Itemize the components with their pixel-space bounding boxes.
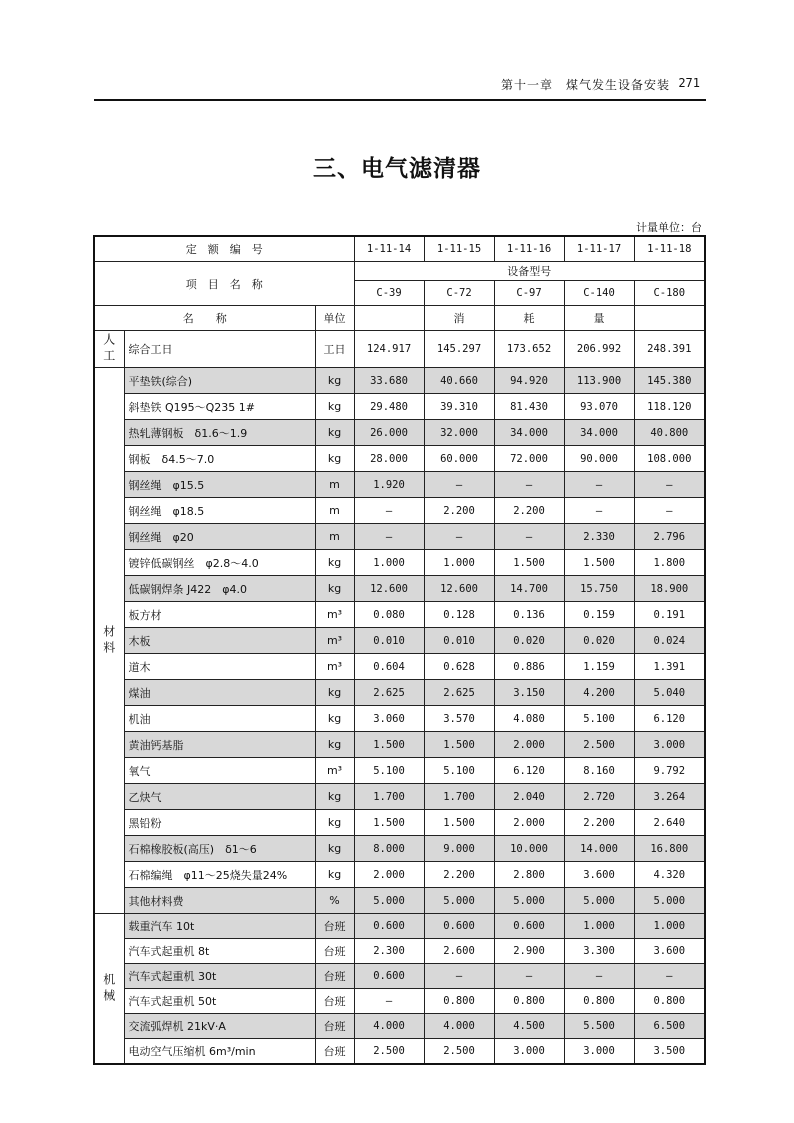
item-unit: 工日 (315, 331, 354, 368)
materials-row (94, 628, 705, 654)
item-value: — (354, 989, 424, 1014)
item-value: 6.120 (494, 758, 564, 784)
item-unit: kg (315, 368, 354, 394)
item-value: 1.000 (564, 914, 634, 939)
item-value: 0.800 (564, 989, 634, 1014)
materials-row (94, 810, 705, 836)
item-value: 5.100 (354, 758, 424, 784)
item-value: 39.310 (424, 394, 494, 420)
item-value: — (424, 524, 494, 550)
materials-row (94, 420, 705, 446)
machinery-row (94, 939, 705, 964)
item-unit: kg (315, 550, 354, 576)
item-unit: kg (315, 784, 354, 810)
materials-row (94, 680, 705, 706)
item-value: — (564, 472, 634, 498)
materials-row (94, 394, 705, 420)
item-value: 1.391 (634, 654, 705, 680)
item-value: 5.040 (634, 680, 705, 706)
model-value: C-72 (424, 281, 494, 306)
item-value: 2.000 (494, 810, 564, 836)
item-name: 石棉编绳 φ11～25烧失量24% (124, 862, 315, 888)
materials-row (94, 576, 705, 602)
item-value: 145.380 (634, 368, 705, 394)
item-value: 0.600 (494, 914, 564, 939)
labor-category: 人工 (94, 331, 124, 368)
item-value: 1.700 (424, 784, 494, 810)
item-value: 0.020 (494, 628, 564, 654)
item-value: 1.500 (424, 732, 494, 758)
item-value: 0.800 (634, 989, 705, 1014)
item-value: — (564, 964, 634, 989)
item-value: 118.120 (634, 394, 705, 420)
item-value: 2.600 (424, 939, 494, 964)
item-unit: % (315, 888, 354, 914)
item-value: 12.600 (424, 576, 494, 602)
model-value: C-97 (494, 281, 564, 306)
item-value: 94.920 (494, 368, 564, 394)
consumption-label-char: 耗 (494, 306, 564, 331)
item-unit: m³ (315, 602, 354, 628)
item-value: 93.070 (564, 394, 634, 420)
item-value: 2.200 (494, 498, 564, 524)
item-value: 113.900 (564, 368, 634, 394)
item-value: 16.800 (634, 836, 705, 862)
consumption-label-char: 消 (424, 306, 494, 331)
item-value: 40.660 (424, 368, 494, 394)
item-value: 8.000 (354, 836, 424, 862)
item-value: 145.297 (424, 331, 494, 368)
item-value: 173.652 (494, 331, 564, 368)
item-value: 3.000 (564, 1039, 634, 1065)
item-value: 0.600 (354, 914, 424, 939)
item-name: 道木 (124, 654, 315, 680)
item-value: 34.000 (494, 420, 564, 446)
materials-row (94, 732, 705, 758)
materials-row (94, 498, 705, 524)
model-label: 设备型号 (354, 262, 705, 281)
quota-code: 1-11-15 (424, 236, 494, 262)
machinery-row (94, 989, 705, 1014)
item-name: 乙炔气 (124, 784, 315, 810)
item-unit: 台班 (315, 964, 354, 989)
item-value: 14.700 (494, 576, 564, 602)
materials-row (94, 446, 705, 472)
quota-table (93, 235, 706, 1065)
quota-code: 1-11-18 (634, 236, 705, 262)
item-value: 2.900 (494, 939, 564, 964)
item-label: 项 目 名 称 (94, 262, 354, 306)
item-value: — (494, 472, 564, 498)
item-value: 0.800 (424, 989, 494, 1014)
item-value: 29.480 (354, 394, 424, 420)
materials-category: 材料 (94, 368, 124, 914)
item-value: — (354, 498, 424, 524)
item-value: 15.750 (564, 576, 634, 602)
item-value: 248.391 (634, 331, 705, 368)
item-value: 2.796 (634, 524, 705, 550)
item-value: 6.120 (634, 706, 705, 732)
item-value: 1.159 (564, 654, 634, 680)
item-value: 2.500 (354, 1039, 424, 1065)
empty-cell (634, 306, 705, 331)
item-name: 斜垫铁 Q195～Q235 1# (124, 394, 315, 420)
item-value: 2.625 (354, 680, 424, 706)
item-unit: m (315, 524, 354, 550)
item-value: 2.625 (424, 680, 494, 706)
item-name: 载重汽车 10t (124, 914, 315, 939)
item-value: 1.500 (564, 550, 634, 576)
item-value: — (634, 472, 705, 498)
item-name: 交流弧焊机 21kV·A (124, 1014, 315, 1039)
materials-row (94, 862, 705, 888)
item-value: — (354, 524, 424, 550)
item-value: 3.000 (494, 1039, 564, 1065)
item-value: 124.917 (354, 331, 424, 368)
materials-row (94, 758, 705, 784)
item-value: 0.010 (354, 628, 424, 654)
item-value: 81.430 (494, 394, 564, 420)
item-name: 低碳钢焊条 J422 φ4.0 (124, 576, 315, 602)
item-unit: kg (315, 680, 354, 706)
item-value: 0.600 (354, 964, 424, 989)
item-name: 镀锌低碳钢丝 φ2.8～4.0 (124, 550, 315, 576)
item-value: 3.600 (634, 939, 705, 964)
item-value: 4.000 (424, 1014, 494, 1039)
item-value: 4.200 (564, 680, 634, 706)
item-value: 2.720 (564, 784, 634, 810)
item-name: 综合工日 (124, 331, 315, 368)
item-unit: m³ (315, 654, 354, 680)
item-value: 2.200 (564, 810, 634, 836)
materials-row (94, 836, 705, 862)
item-name: 钢板 δ4.5～7.0 (124, 446, 315, 472)
item-value: 1.500 (494, 550, 564, 576)
labor-row (94, 331, 705, 368)
model-value: C-180 (634, 281, 705, 306)
item-value: 5.000 (494, 888, 564, 914)
item-value: 1.500 (354, 810, 424, 836)
item-value: 2.800 (494, 862, 564, 888)
item-unit: kg (315, 862, 354, 888)
item-value: 9.792 (634, 758, 705, 784)
item-value: 34.000 (564, 420, 634, 446)
quota-code: 1-11-16 (494, 236, 564, 262)
item-value: 72.000 (494, 446, 564, 472)
materials-row (94, 550, 705, 576)
item-value: 4.080 (494, 706, 564, 732)
item-name: 钢丝绳 φ18.5 (124, 498, 315, 524)
item-unit: m (315, 472, 354, 498)
item-name: 汽车式起重机 30t (124, 964, 315, 989)
item-value: 5.500 (564, 1014, 634, 1039)
item-value: 12.600 (354, 576, 424, 602)
item-name: 平垫铁(综合) (124, 368, 315, 394)
item-value: 2.040 (494, 784, 564, 810)
item-value: 108.000 (634, 446, 705, 472)
item-value: 18.900 (634, 576, 705, 602)
item-unit: kg (315, 810, 354, 836)
item-value: 0.604 (354, 654, 424, 680)
item-unit: 台班 (315, 1039, 354, 1065)
item-name: 煤油 (124, 680, 315, 706)
page-number: 271 (678, 76, 700, 90)
item-unit: kg (315, 420, 354, 446)
item-value: 9.000 (424, 836, 494, 862)
item-value: 0.136 (494, 602, 564, 628)
item-unit: kg (315, 732, 354, 758)
item-value: 0.010 (424, 628, 494, 654)
name-label: 名 称 (94, 306, 315, 331)
unit-note: 计量单位：台 (636, 221, 702, 234)
item-name: 木板 (124, 628, 315, 654)
item-value: 1.500 (354, 732, 424, 758)
materials-row (94, 654, 705, 680)
item-name: 黑铅粉 (124, 810, 315, 836)
section-title: 三、电气滤清器 (313, 156, 481, 182)
item-value: 2.500 (564, 732, 634, 758)
item-value: 0.024 (634, 628, 705, 654)
item-value: — (424, 964, 494, 989)
item-value: 8.160 (564, 758, 634, 784)
item-unit: 台班 (315, 1014, 354, 1039)
materials-row (94, 368, 705, 394)
item-value: 2.200 (424, 862, 494, 888)
machinery-category: 机械 (94, 914, 124, 1065)
consumption-label-char: 量 (564, 306, 634, 331)
item-value: 90.000 (564, 446, 634, 472)
item-value: 0.080 (354, 602, 424, 628)
item-name: 氧气 (124, 758, 315, 784)
item-value: 2.640 (634, 810, 705, 836)
item-value: 26.000 (354, 420, 424, 446)
item-value: 6.500 (634, 1014, 705, 1039)
item-name: 黄油钙基脂 (124, 732, 315, 758)
materials-row (94, 472, 705, 498)
item-value: 2.000 (354, 862, 424, 888)
item-unit: kg (315, 576, 354, 602)
item-value: 33.680 (354, 368, 424, 394)
item-value: 1.800 (634, 550, 705, 576)
item-value: 1.000 (424, 550, 494, 576)
item-name: 汽车式起重机 8t (124, 939, 315, 964)
item-unit: kg (315, 836, 354, 862)
item-value: 32.000 (424, 420, 494, 446)
item-unit: 台班 (315, 989, 354, 1014)
materials-row (94, 784, 705, 810)
item-value: — (564, 498, 634, 524)
item-name: 热轧薄钢板 δ1.6～1.9 (124, 420, 315, 446)
item-name: 机油 (124, 706, 315, 732)
machinery-row (94, 964, 705, 989)
item-value: — (634, 964, 705, 989)
item-value: 3.264 (634, 784, 705, 810)
item-value: 5.000 (354, 888, 424, 914)
item-value: 1.500 (424, 810, 494, 836)
quota-code: 1-11-14 (354, 236, 424, 262)
item-value: 0.159 (564, 602, 634, 628)
item-unit: 台班 (315, 914, 354, 939)
item-value: 4.500 (494, 1014, 564, 1039)
item-value: 3.300 (564, 939, 634, 964)
item-value: 1.700 (354, 784, 424, 810)
quota-code: 1-11-17 (564, 236, 634, 262)
item-value: 0.628 (424, 654, 494, 680)
item-value: 14.000 (564, 836, 634, 862)
unit-label: 单位 (315, 306, 354, 331)
item-value: 10.000 (494, 836, 564, 862)
item-value: 3.060 (354, 706, 424, 732)
item-value: 2.330 (564, 524, 634, 550)
materials-row (94, 524, 705, 550)
item-value: 4.000 (354, 1014, 424, 1039)
empty-cell (354, 306, 424, 331)
machinery-row (94, 1039, 705, 1065)
item-value: 5.100 (564, 706, 634, 732)
item-unit: m³ (315, 628, 354, 654)
item-value: 5.000 (634, 888, 705, 914)
item-unit: m (315, 498, 354, 524)
item-value: 0.600 (424, 914, 494, 939)
item-value: 3.000 (634, 732, 705, 758)
item-value: 1.000 (634, 914, 705, 939)
item-name: 其他材料费 (124, 888, 315, 914)
materials-row (94, 888, 705, 914)
item-value: — (494, 524, 564, 550)
header-rule (94, 99, 706, 101)
chapter-title: 第十一章 煤气发生设备安装 (501, 78, 671, 92)
item-value: 2.200 (424, 498, 494, 524)
item-value: 2.300 (354, 939, 424, 964)
item-value: — (494, 964, 564, 989)
item-value: 4.320 (634, 862, 705, 888)
machinery-row (94, 1014, 705, 1039)
item-value: 0.020 (564, 628, 634, 654)
item-value: 0.128 (424, 602, 494, 628)
item-name: 板方材 (124, 602, 315, 628)
item-value: 40.800 (634, 420, 705, 446)
item-value: 5.000 (424, 888, 494, 914)
page-header (94, 74, 706, 94)
item-value: 0.191 (634, 602, 705, 628)
item-value: 2.500 (424, 1039, 494, 1065)
item-value: 0.800 (494, 989, 564, 1014)
materials-row (94, 602, 705, 628)
item-name: 汽车式起重机 50t (124, 989, 315, 1014)
item-value: 1.000 (354, 550, 424, 576)
item-unit: kg (315, 446, 354, 472)
item-value: 3.500 (634, 1039, 705, 1065)
item-unit: kg (315, 394, 354, 420)
item-value: 0.886 (494, 654, 564, 680)
item-value: 206.992 (564, 331, 634, 368)
item-value: 3.570 (424, 706, 494, 732)
item-value: 2.000 (494, 732, 564, 758)
item-value: 28.000 (354, 446, 424, 472)
item-name: 电动空气压缩机 6m³/min (124, 1039, 315, 1065)
item-value: 1.920 (354, 472, 424, 498)
item-value: — (634, 498, 705, 524)
item-unit: 台班 (315, 939, 354, 964)
materials-row (94, 706, 705, 732)
item-name: 石棉橡胶板(高压) δ1～6 (124, 836, 315, 862)
item-value: 5.000 (564, 888, 634, 914)
item-name: 钢丝绳 φ20 (124, 524, 315, 550)
item-value: 3.600 (564, 862, 634, 888)
machinery-row (94, 914, 705, 939)
quota-label: 定 额 编 号 (94, 236, 354, 262)
item-name: 钢丝绳 φ15.5 (124, 472, 315, 498)
item-unit: kg (315, 706, 354, 732)
item-value: 3.150 (494, 680, 564, 706)
item-value: 5.100 (424, 758, 494, 784)
model-value: C-140 (564, 281, 634, 306)
item-value: 60.000 (424, 446, 494, 472)
item-value: — (424, 472, 494, 498)
model-value: C-39 (354, 281, 424, 306)
item-unit: m³ (315, 758, 354, 784)
